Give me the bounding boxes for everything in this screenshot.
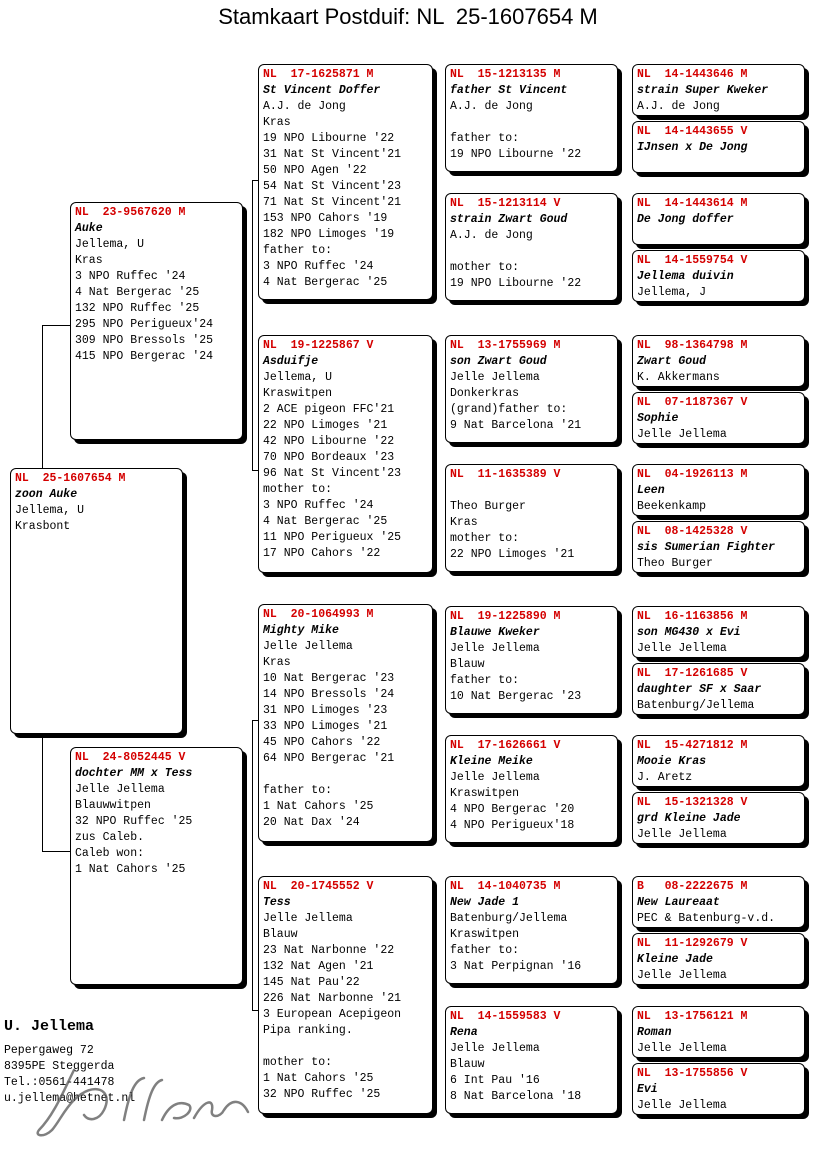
pigeon-info-line: 14 NPO Bressols '24: [263, 688, 395, 701]
pigeon-info-line: Jelle Jellema: [263, 640, 353, 653]
pigeon-card: [258, 604, 433, 842]
pigeon-info-line: [450, 115, 613, 131]
connector-line: [252, 180, 253, 470]
pigeon-info-line: A.J. de Jong: [263, 100, 346, 113]
pigeon-info-line: 2 ACE pigeon FFC'21: [263, 403, 395, 416]
pigeon-name: Leen: [637, 484, 665, 497]
pigeon-info-line: mother to:: [450, 261, 520, 274]
pigeon-info-line: 10 Nat Bergerac '23: [263, 672, 395, 685]
pigeon-info-line: 309 NPO Bressols '25: [75, 334, 214, 347]
pigeon-info-line: 3 NPO Ruffec '24: [263, 260, 374, 273]
pigeon-info-line: 3 European Acepigeon: [263, 1008, 402, 1021]
pigeon-info-line: father to:: [450, 132, 520, 145]
pigeon-info-line: 31 Nat St Vincent'21: [263, 148, 402, 161]
ring-number: NL 25-1607654 M: [15, 472, 126, 485]
pigeon-info-line: Kras: [75, 254, 103, 267]
pigeon-info-line: Jelle Jellema: [263, 912, 353, 925]
pigeon-name: Jellema duivin: [637, 270, 734, 283]
ring-number: NL 24-8052445 V: [75, 751, 186, 764]
pigeon-name: grd Kleine Jade: [637, 812, 741, 825]
page-title: Stamkaart Postduif: NL 25-1607654 M: [218, 4, 598, 29]
pigeon-info-line: 19 NPO Libourne '22: [263, 132, 395, 145]
pigeon-info-line: Jelle Jellema: [450, 771, 540, 784]
pigeon-card: [632, 1006, 805, 1058]
pigeon-info-line: 8 Nat Barcelona '18: [450, 1090, 582, 1103]
pigeon-card: [632, 521, 805, 573]
blank-line: [450, 483, 613, 499]
pigeon-card: [632, 606, 805, 658]
pigeon-info-line: 4 Nat Bergerac '25: [263, 276, 388, 289]
pigeon-name: New Jade 1: [450, 896, 520, 909]
pigeon-info-line: Jellema, U: [263, 371, 333, 384]
pigeon-card: [258, 335, 433, 573]
pigeon-card: [632, 335, 805, 387]
ring-number: NL 08-1425328 V: [637, 525, 748, 538]
pigeon-info-line: 3 NPO Ruffec '24: [263, 499, 374, 512]
pigeon-info-line: Jellema, J: [637, 286, 707, 299]
ring-number: NL 14-1443655 V: [637, 125, 748, 138]
pigeon-card: [445, 1006, 618, 1114]
pigeon-info-line: Kraswitpen: [263, 387, 333, 400]
pigeon-card: [632, 193, 805, 245]
ring-number: NL 15-1213135 M: [450, 68, 561, 81]
pigeon-name: daughter SF x Saar: [637, 683, 762, 696]
pigeon-info-line: Pipa ranking.: [263, 1024, 353, 1037]
pigeon-name: Kleine Meike: [450, 755, 533, 768]
pigeon-card: [632, 250, 805, 302]
pigeon-card: [632, 876, 805, 928]
pigeon-info-line: 19 NPO Libourne '22: [450, 148, 582, 161]
pigeon-card: [258, 64, 433, 300]
pigeon-info-line: 4 NPO Perigueux'18: [450, 819, 575, 832]
owner-address-street: Pepergaweg 72: [4, 1044, 94, 1057]
ring-number: NL 07-1187367 V: [637, 396, 748, 409]
pigeon-name: Sophie: [637, 412, 679, 425]
pigeon-card: [632, 933, 805, 985]
pigeon-card: [632, 1063, 805, 1115]
pigeon-card: [445, 735, 618, 843]
pigeon-info-line: 19 NPO Libourne '22: [450, 277, 582, 290]
pigeon-card: [632, 792, 805, 844]
pigeon-info-line: 32 NPO Ruffec '25: [75, 815, 193, 828]
pigeon-info-line: 3 NPO Ruffec '24: [75, 270, 186, 283]
pigeon-info-line: (grand)father to:: [450, 403, 568, 416]
connector-line: [42, 325, 43, 473]
ring-number: NL 23-9567620 M: [75, 206, 186, 219]
pigeon-info-line: Jelle Jellema: [637, 642, 727, 655]
pigeon-name: sis Sumerian Fighter: [637, 541, 776, 554]
pigeon-info-line: 17 NPO Cahors '22: [263, 547, 381, 560]
pigeon-info-line: Jelle Jellema: [75, 783, 165, 796]
pigeon-name: strain Zwart Goud: [450, 213, 568, 226]
pigeon-info-line: 295 NPO Perigueux'24: [75, 318, 214, 331]
pigeon-info-line: Blauw: [450, 1058, 485, 1071]
pigeon-name: Asduifje: [263, 355, 319, 368]
pigeon-info-line: Jelle Jellema: [450, 642, 540, 655]
ring-number: NL 11-1635389 V: [450, 468, 561, 481]
pigeon-info-line: 70 NPO Bordeaux '23: [263, 451, 395, 464]
pigeon-card: [70, 747, 243, 985]
ring-number: NL 14-1443646 M: [637, 68, 748, 81]
pigeon-info-line: Kras: [263, 656, 291, 669]
pigeon-info-line: Jelle Jellema: [637, 828, 727, 841]
ring-number: NL 14-1559583 V: [450, 1010, 561, 1023]
ring-number: NL 17-1625871 M: [263, 68, 374, 81]
pigeon-info-line: A.J. de Jong: [450, 229, 533, 242]
pigeon-info-line: Kraswitpen: [450, 928, 520, 941]
pigeon-info-line: Jelle Jellema: [637, 1099, 727, 1112]
pigeon-info-line: mother to:: [263, 483, 333, 496]
owner-address-city: 8395PE Steggerda: [4, 1060, 115, 1073]
ring-number: NL 15-1213114 V: [450, 197, 561, 210]
pigeon-name: son Zwart Goud: [450, 355, 547, 368]
pigeon-info-line: 22 NPO Limoges '21: [450, 548, 575, 561]
pigeon-card: [445, 606, 618, 714]
ring-number: NL 15-4271812 M: [637, 739, 748, 752]
ring-number: NL 17-1626661 V: [450, 739, 561, 752]
pigeon-card: [445, 464, 618, 572]
pigeon-info-line: father to:: [450, 674, 520, 687]
pigeon-info-line: Jelle Jellema: [637, 1042, 727, 1055]
pigeon-info-line: Theo Burger: [637, 557, 713, 570]
pigeon-info-line: Blauw: [450, 658, 485, 671]
pigeon-info-line: 1 Nat Cahors '25: [75, 863, 186, 876]
pigeon-card: [258, 876, 433, 1114]
pigeon-info-line: zus Caleb.: [75, 831, 145, 844]
pigeon-card: [445, 876, 618, 984]
pigeon-info-line: 132 NPO Ruffec '25: [75, 302, 200, 315]
pigeon-info-line: 226 Nat Narbonne '21: [263, 992, 402, 1005]
pigeon-info-line: 64 NPO Bergerac '21: [263, 752, 395, 765]
pigeon-info-line: mother to:: [263, 1056, 333, 1069]
pigeon-info-line: [263, 1039, 428, 1055]
ring-number: NL 13-1755969 M: [450, 339, 561, 352]
pigeon-info-line: Jelle Jellema: [450, 1042, 540, 1055]
pigeon-info-line: Blauwwitpen: [75, 799, 151, 812]
pigeon-card: [445, 193, 618, 301]
pigeon-info-line: Kraswitpen: [450, 787, 520, 800]
pigeon-info-line: 31 NPO Limoges '23: [263, 704, 388, 717]
pigeon-card: [632, 392, 805, 444]
pigeon-info-line: Beekenkamp: [637, 500, 707, 513]
pigeon-name: Mighty Mike: [263, 624, 339, 637]
pigeon-info-line: 96 Nat St Vincent'23: [263, 467, 402, 480]
pigeon-info-line: Caleb won:: [75, 847, 145, 860]
ring-number: NL 19-1225867 V: [263, 339, 374, 352]
pigeon-info-line: A.J. de Jong: [637, 100, 720, 113]
pigeon-info-line: mother to:: [450, 532, 520, 545]
pigeon-info-line: 42 NPO Libourne '22: [263, 435, 395, 448]
pigeon-card: [632, 121, 805, 173]
signature: [34, 1060, 254, 1140]
pigeon-info-line: 1 Nat Cahors '25: [263, 1072, 374, 1085]
pigeon-info-line: 32 NPO Ruffec '25: [263, 1088, 381, 1101]
pigeon-info-line: 182 NPO Limoges '19: [263, 228, 395, 241]
pigeon-info-line: 11 NPO Perigueux '25: [263, 531, 402, 544]
pigeon-info-line: Batenburg/Jellema: [637, 699, 755, 712]
pigeon-name: son MG430 x Evi: [637, 626, 741, 639]
pigeon-info-line: 22 NPO Limoges '21: [263, 419, 388, 432]
pigeon-info-line: father to:: [450, 944, 520, 957]
pigeon-info-line: 4 Nat Bergerac '25: [75, 286, 200, 299]
pigeon-info-line: 1 Nat Cahors '25: [263, 800, 374, 813]
pigeon-card: [445, 335, 618, 443]
pigeon-name: De Jong doffer: [637, 213, 734, 226]
pigeon-name: Kleine Jade: [637, 953, 713, 966]
connector-line: [42, 325, 70, 326]
ring-number: NL 15-1321328 V: [637, 796, 748, 809]
ring-number: NL 13-1755856 V: [637, 1067, 748, 1080]
pigeon-card: [632, 735, 805, 787]
ring-number: NL 17-1261685 V: [637, 667, 748, 680]
pigeon-info-line: 4 NPO Bergerac '20: [450, 803, 575, 816]
pigeon-info-line: 50 NPO Agen '22: [263, 164, 367, 177]
pigeon-info-line: Donkerkras: [450, 387, 520, 400]
pigeon-info-line: Jelle Jellema: [450, 371, 540, 384]
pigeon-info-line: 4 Nat Bergerac '25: [263, 515, 388, 528]
pigeon-info-line: [450, 244, 613, 260]
pigeon-info-line: Jelle Jellema: [637, 428, 727, 441]
pigeon-card: [632, 663, 805, 715]
pigeon-name: Mooie Kras: [637, 755, 707, 768]
ring-number: NL 98-1364798 M: [637, 339, 748, 352]
pigeon-info-line: Jellema, U: [15, 504, 85, 517]
pigeon-name: St Vincent Doffer: [263, 84, 381, 97]
pigeon-name: Roman: [637, 1026, 672, 1039]
ring-number: B 08-2222675 M: [637, 880, 748, 893]
ring-number: NL 14-1443614 M: [637, 197, 748, 210]
owner-phone: Tel.:0561-441478: [4, 1076, 115, 1089]
pigeon-info-line: father to:: [263, 784, 333, 797]
pigeon-info-line: A.J. de Jong: [450, 100, 533, 113]
pigeon-card: [445, 64, 618, 172]
pigeon-name: Evi: [637, 1083, 658, 1096]
pigeon-info-line: father to:: [263, 244, 333, 257]
pigeon-info-line: J. Aretz: [637, 771, 693, 784]
pigeon-name: New Laureaat: [637, 896, 720, 909]
pigeon-info-line: 145 Nat Pau'22: [263, 976, 360, 989]
pigeon-info-line: [263, 767, 428, 783]
pigeon-name: zoon Auke: [15, 488, 78, 501]
owner-name: U. Jellema: [4, 1018, 95, 1035]
ring-number: NL 16-1163856 M: [637, 610, 748, 623]
connector-line: [42, 851, 70, 852]
ring-number: NL 13-1756121 M: [637, 1010, 748, 1023]
pigeon-info-line: 3 Nat Perpignan '16: [450, 960, 582, 973]
pigeon-card: [632, 464, 805, 516]
pigeon-info-line: 6 Int Pau '16: [450, 1074, 540, 1087]
pigeon-info-line: 132 Nat Agen '21: [263, 960, 374, 973]
pigeon-info-line: Jellema, U: [75, 238, 145, 251]
pigeon-info-line: 10 Nat Bergerac '23: [450, 690, 582, 703]
owner-email[interactable]: u.jellema@hetnet.nl: [4, 1092, 136, 1105]
pigeon-info-line: Krasbont: [15, 520, 71, 533]
pigeon-info-line: Jelle Jellema: [637, 969, 727, 982]
pigeon-info-line: 71 Nat St Vincent'21: [263, 196, 402, 209]
ring-number: NL 11-1292679 V: [637, 937, 748, 950]
pigeon-info-line: 54 Nat St Vincent'23: [263, 180, 402, 193]
pigeon-info-line: Blauw: [263, 928, 298, 941]
pigeon-info-line: 23 Nat Narbonne '22: [263, 944, 395, 957]
pigeon-name: Auke: [75, 222, 103, 235]
pigeon-card: [70, 202, 243, 440]
pigeon-info-line: Theo Burger: [450, 500, 526, 513]
pigeon-info-line: Batenburg/Jellema: [450, 912, 568, 925]
pigeon-name: IJnsen x De Jong: [637, 141, 748, 154]
pigeon-card: [10, 468, 183, 734]
ring-number: NL 19-1225890 M: [450, 610, 561, 623]
pigeon-info-line: 45 NPO Cahors '22: [263, 736, 381, 749]
pigeon-info-line: 9 Nat Barcelona '21: [450, 419, 582, 432]
pigeon-info-line: 415 NPO Bergerac '24: [75, 350, 214, 363]
ring-number: NL 04-1926113 M: [637, 468, 748, 481]
pigeon-info-line: 33 NPO Limoges '21: [263, 720, 388, 733]
pigeon-card: [632, 64, 805, 116]
pigeon-name: dochter MM x Tess: [75, 767, 193, 780]
pigeon-name: father St Vincent: [450, 84, 568, 97]
pigeon-info-line: Kras: [450, 516, 478, 529]
ring-number: NL 20-1745552 V: [263, 880, 374, 893]
pigeon-info-line: 20 Nat Dax '24: [263, 816, 360, 829]
pigeon-info-line: PEC & Batenburg-v.d.: [637, 912, 776, 925]
pigeon-info-line: Kras: [263, 116, 291, 129]
pigeon-name: Rena: [450, 1026, 478, 1039]
pigeon-name: Tess: [263, 896, 291, 909]
pigeon-name: strain Super Kweker: [637, 84, 769, 97]
ring-number: NL 14-1040735 M: [450, 880, 561, 893]
connector-line: [252, 720, 253, 1010]
pigeon-name: Zwart Goud: [637, 355, 707, 368]
pigeon-name: Blauwe Kweker: [450, 626, 540, 639]
pigeon-info-line: K. Akkermans: [637, 371, 720, 384]
pigeon-info-line: 153 NPO Cahors '19: [263, 212, 388, 225]
ring-number: NL 20-1064993 M: [263, 608, 374, 621]
ring-number: NL 14-1559754 V: [637, 254, 748, 267]
